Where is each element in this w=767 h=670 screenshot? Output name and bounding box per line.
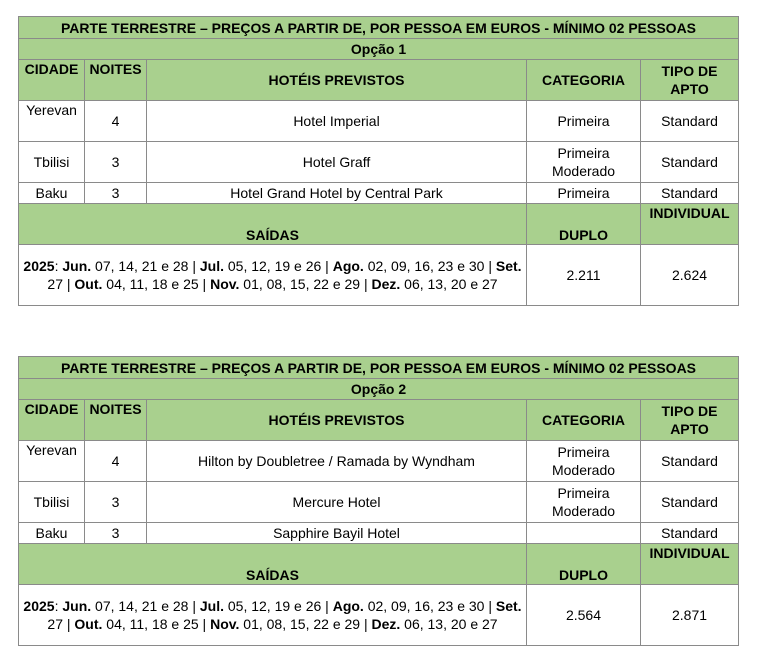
individual-price: 2.871 — [641, 585, 739, 646]
date-segment: Set. — [495, 598, 522, 614]
cell-noites: 4 — [85, 101, 147, 142]
cell-tipo: Standard — [641, 101, 739, 142]
date-segment: : — [54, 258, 63, 274]
cell-noites: 4 — [85, 441, 147, 482]
cell-hotel: Hotel Grand Hotel by Central Park — [147, 183, 527, 204]
duplo-header: DUPLO — [527, 544, 641, 585]
cell-noites: 3 — [85, 183, 147, 204]
price-table-option-2 — [18, 356, 739, 646]
individual-price: 2.624 — [641, 245, 739, 306]
cell-categoria: Primeira Moderado — [527, 441, 641, 482]
individual-header: INDIVIDUAL — [641, 204, 739, 245]
date-segment: 27 | — [47, 616, 75, 632]
cell-tipo: Standard — [641, 482, 739, 523]
cell-tipo: Standard — [641, 523, 739, 544]
cell-noites: 3 — [85, 523, 147, 544]
date-segment: Jun. — [62, 258, 92, 274]
table-row — [19, 523, 739, 544]
cell-categoria: Primeira — [527, 183, 641, 204]
header-hoteis: HOTÉIS PREVISTOS — [147, 60, 527, 101]
date-segment: 07, 14, 21 e 28 | — [91, 598, 200, 614]
table-row — [19, 482, 739, 523]
date-segment: 06, 13, 20 e 27 — [400, 616, 498, 632]
date-segment: Set. — [495, 258, 522, 274]
date-segment: 2025 — [23, 258, 55, 274]
cell-categoria: Primeira — [527, 101, 641, 142]
duplo-price: 2.211 — [527, 245, 641, 306]
header-categoria: CATEGORIA — [527, 60, 641, 101]
header-tipo-apto: TIPO DE APTO — [641, 400, 739, 441]
header-cidade: CIDADE — [19, 60, 85, 101]
saidas-header: SAÍDAS — [19, 204, 527, 245]
cell-hotel: Hotel Imperial — [147, 101, 527, 142]
table-row — [19, 101, 739, 142]
cell-cidade: Baku — [19, 183, 85, 204]
date-segment: Out. — [74, 276, 103, 292]
cell-cidade: Tbilisi — [19, 482, 85, 523]
date-segment: 04, 11, 18 e 25 | — [102, 276, 211, 292]
date-segment: 27 | — [47, 276, 75, 292]
table-row — [19, 183, 739, 204]
table-row — [19, 142, 739, 183]
header-tipo-apto: TIPO DE APTO — [641, 60, 739, 101]
date-segment: Jul. — [199, 258, 224, 274]
cell-noites: 3 — [85, 482, 147, 523]
date-segment: 05, 12, 19 e 26 | — [223, 258, 333, 274]
date-segment: Ago. — [332, 598, 364, 614]
cell-hotel: Sapphire Bayil Hotel — [147, 523, 527, 544]
cell-tipo: Standard — [641, 183, 739, 204]
date-segment: 01, 08, 15, 22 e 29 | — [239, 616, 372, 632]
date-segment: 05, 12, 19 e 26 | — [223, 598, 333, 614]
saidas-header: SAÍDAS — [19, 544, 527, 585]
price-table-option-1 — [18, 16, 739, 306]
departure-dates — [19, 585, 527, 646]
date-segment: 01, 08, 15, 22 e 29 | — [239, 276, 372, 292]
date-segment: Jul. — [199, 598, 224, 614]
date-segment: 07, 14, 21 e 28 | — [91, 258, 200, 274]
duplo-price: 2.564 — [527, 585, 641, 646]
date-segment: 06, 13, 20 e 27 — [400, 276, 498, 292]
duplo-header: DUPLO — [527, 204, 641, 245]
date-segment: Nov. — [210, 276, 240, 292]
date-segment: Dez. — [371, 276, 401, 292]
header-categoria: CATEGORIA — [527, 400, 641, 441]
header-hoteis: HOTÉIS PREVISTOS — [147, 400, 527, 441]
table-row — [19, 441, 739, 482]
cell-hotel: Hotel Graff — [147, 142, 527, 183]
cell-categoria — [527, 523, 641, 544]
header-noites: NOITES — [85, 60, 147, 101]
cell-hotel: Hilton by Doubletree / Ramada by Wyndham — [147, 441, 527, 482]
individual-header: INDIVIDUAL — [641, 544, 739, 585]
table-title: PARTE TERRESTRE – PREÇOS A PARTIR DE, POR PESSOA EM EUROS - MÍNIMO 02 PESSOAS — [19, 17, 739, 39]
cell-cidade: Yerevan — [19, 101, 85, 142]
date-segment: Dez. — [371, 616, 401, 632]
cell-cidade: Tbilisi — [19, 142, 85, 183]
date-segment: 02, 09, 16, 23 e 30 | — [363, 258, 496, 274]
date-segment: Ago. — [332, 258, 364, 274]
date-segment: 04, 11, 18 e 25 | — [102, 616, 211, 632]
cell-categoria: Primeira Moderado — [527, 142, 641, 183]
date-segment: : — [54, 598, 63, 614]
date-segment: 2025 — [23, 598, 55, 614]
cell-tipo: Standard — [641, 441, 739, 482]
cell-hotel: Mercure Hotel — [147, 482, 527, 523]
option-label: Opção 2 — [19, 379, 739, 400]
departure-dates — [19, 245, 527, 306]
cell-noites: 3 — [85, 142, 147, 183]
option-label: Opção 1 — [19, 39, 739, 60]
table-title: PARTE TERRESTRE – PREÇOS A PARTIR DE, POR PESSOA EM EUROS - MÍNIMO 02 PESSOAS — [19, 357, 739, 379]
cell-tipo: Standard — [641, 142, 739, 183]
date-segment: 02, 09, 16, 23 e 30 | — [363, 598, 496, 614]
header-noites: NOITES — [85, 400, 147, 441]
cell-categoria: Primeira Moderado — [527, 482, 641, 523]
cell-cidade: Baku — [19, 523, 85, 544]
date-segment: Jun. — [62, 598, 92, 614]
date-segment: Out. — [74, 616, 103, 632]
header-cidade: CIDADE — [19, 400, 85, 441]
date-segment: Nov. — [210, 616, 240, 632]
cell-cidade: Yerevan — [19, 441, 85, 482]
